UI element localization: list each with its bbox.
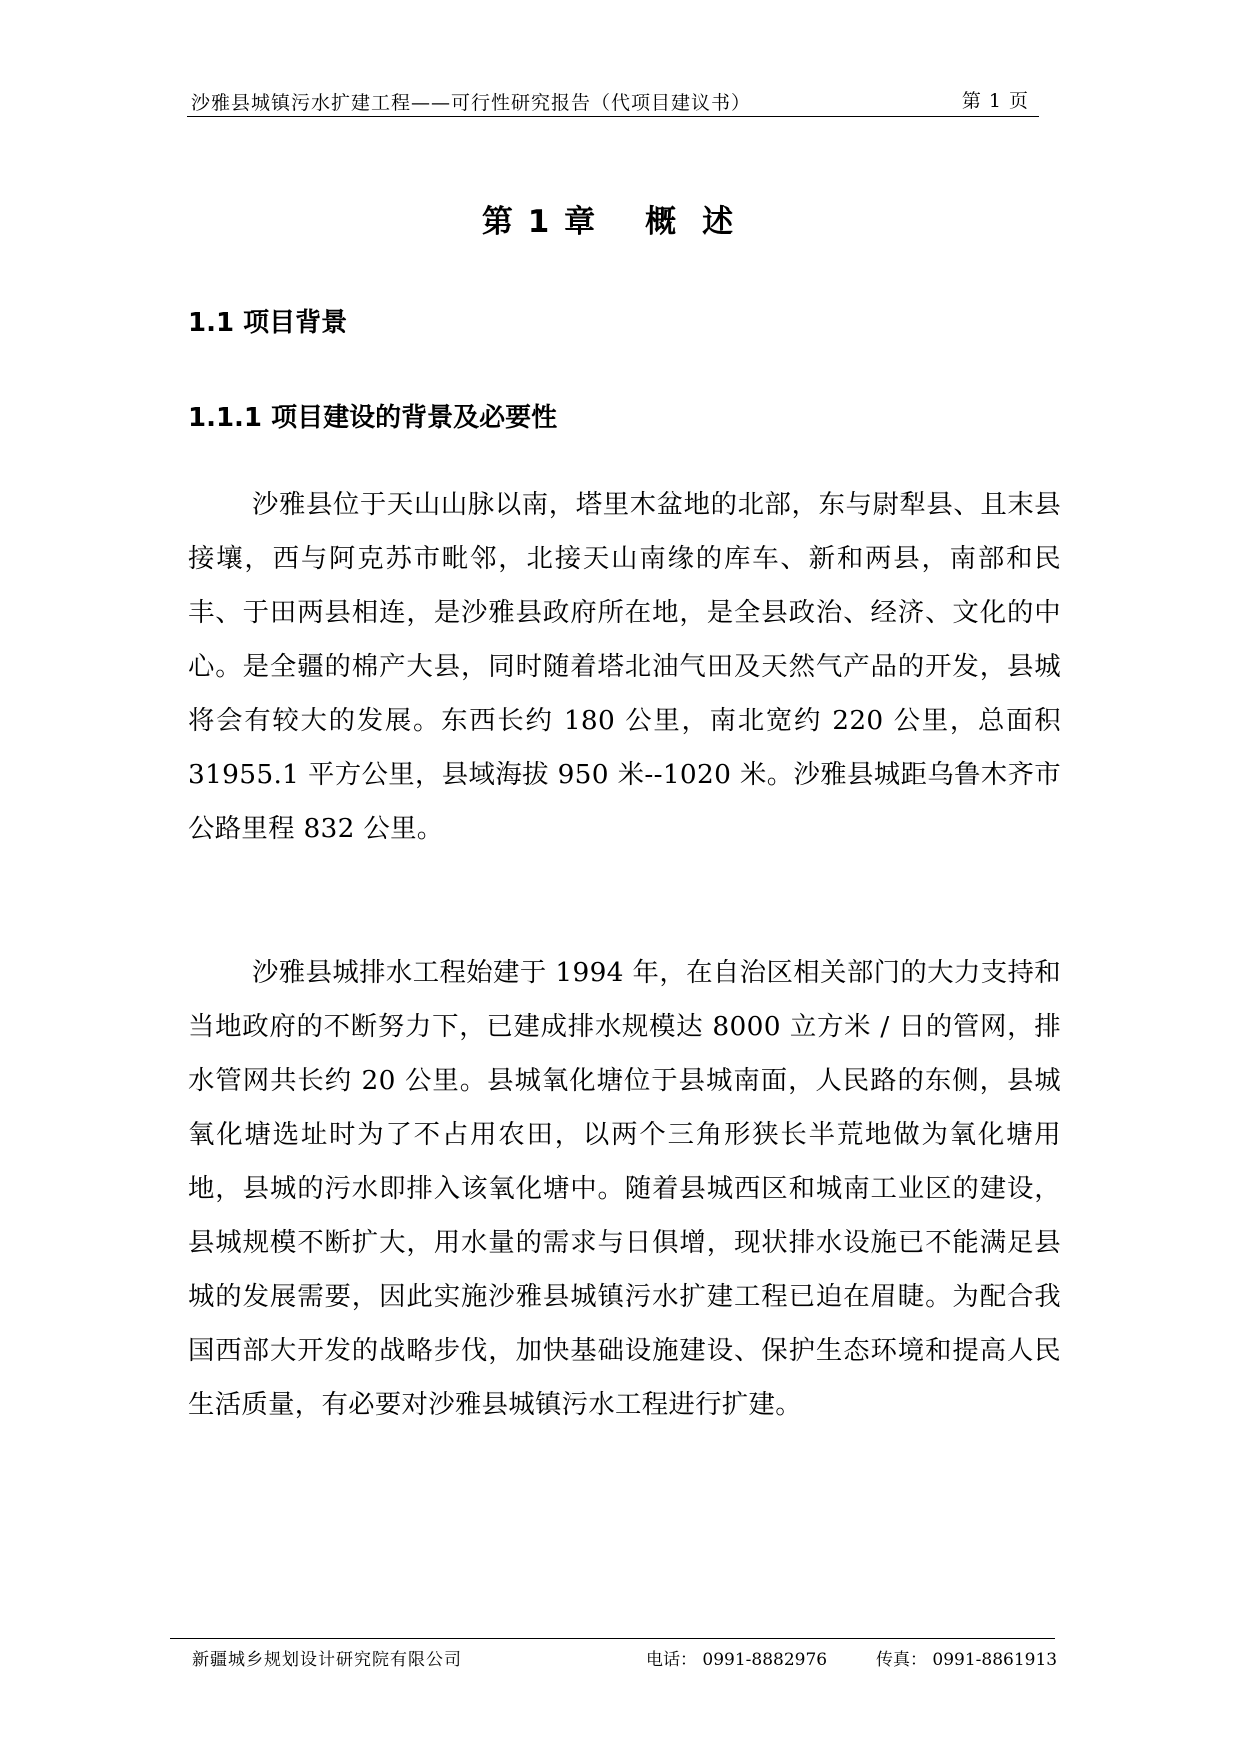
page-header [187,80,1039,117]
body-paragraph: 沙雅县位于天山山脉以南，塔里木盆地的北部，东与尉犁县、且末县接壤，西与阿克苏市毗邻，北接天山南缘的库车、新和两县，南部和民丰、于田两县相连，是沙雅县政府所在地，是全县政治、经济、文化的中心。是全疆的棉产大县，同时随着塔北油气田及天然气产品的开发，县城将会有较大的发展。东西长约 180 公里，南北宽约 220 公里，总面积 31955.1 平方公里，县域海拔 950 米--1020 米。沙雅县城距乌鲁木齐市公路里程 832 公里。 [188,489,1061,844]
footer-fax: 传真： 0991-8861913 [876,1650,1058,1670]
subsection-heading: 1.1.1 项目建设的背景及必要性 [188,403,558,433]
footer-organization: 新疆城乡规划设计研究院有限公司 [192,1650,462,1670]
section-heading: 1.1 项目背景 [188,308,348,338]
footer-phone: 电话： 0991-8882976 [646,1650,828,1670]
chapter-title: 概述 [645,204,760,240]
chapter-heading [0,196,1241,241]
page-footer [170,1638,1058,1675]
chapter-number: 第 1 章 [481,204,598,240]
header-title: 沙雅县城镇污水扩建工程——可行性研究报告（代项目建议书） [191,92,752,114]
page-number: 第 1 页 [961,90,1029,112]
body-paragraph: 沙雅县城排水工程始建于 1994 年，在自治区相关部门的大力支持和当地政府的不断努力下，已建成排水规模达 8000 立方米 / 日的管网，排水管网共长约 20 公里。县城氧化塘位于县城南面，人民路的东侧，县城氧化塘选址时为了不占用农田，以两个三角形狭长半荒地做为氧化塘用地，县城的污水即排入该氧化塘中。随着县城西区和城南工业区的建设，县城规模不断扩大，用水量的需求与日俱增，现状排水设施已不能满足县城的发展需要，因此实施沙雅县城镇污水扩建工程已迫在眉睫。为配合我国西部大开发的战略步伐，加快基础设施建设、保护生态环境和提高人民生活质量，有必要对沙雅县城镇污水工程进行扩建。 [188,957,1061,1420]
